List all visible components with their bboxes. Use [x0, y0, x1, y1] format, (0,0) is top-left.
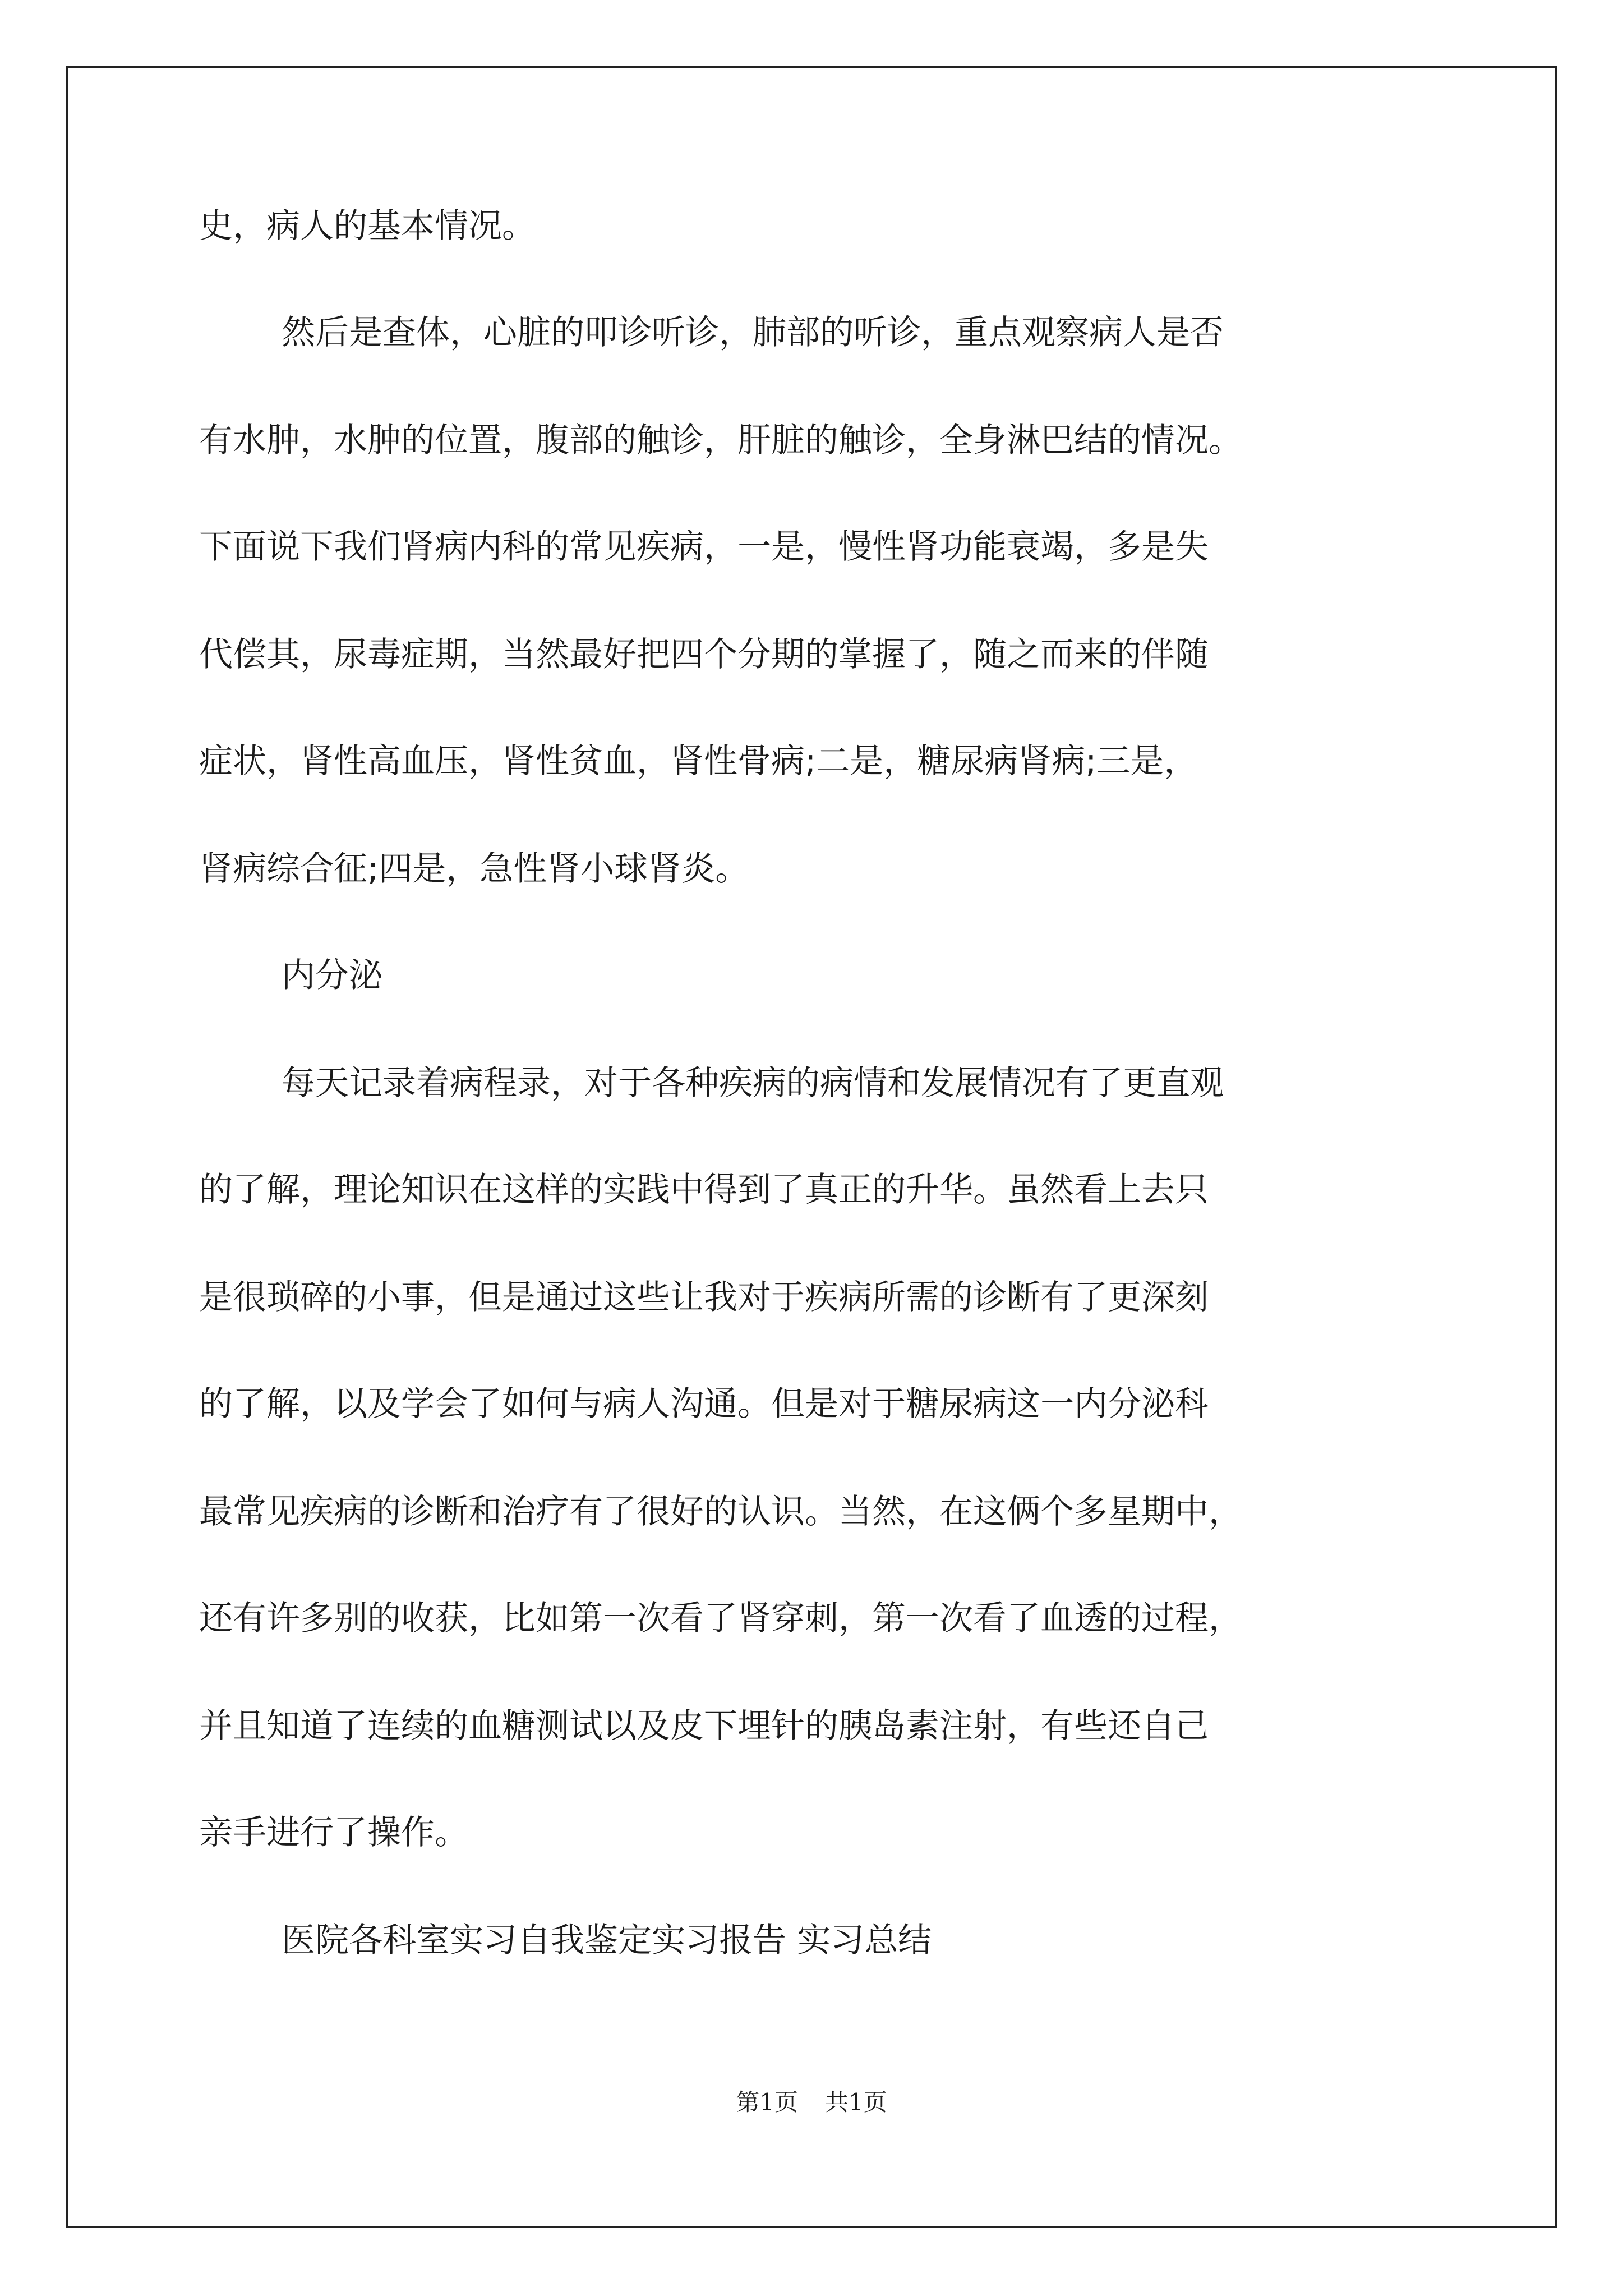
text-line-6: 症状，肾性高血压，肾性贫血，肾性骨病;二是，糖尿病肾病;三是，: [199, 742, 1198, 781]
text-line-1: 史，病人的基本情况。: [199, 206, 536, 246]
page-number-total: 共1页: [825, 2088, 887, 2116]
section-heading: 内分泌: [282, 956, 382, 995]
text-line-17: 医院各科室实习自我鉴定实习报告 实习总结: [282, 1921, 932, 1960]
text-line-14: 还有许多别的收获，比如第一次看了肾穿刺，第一次看了血透的过程，: [199, 1599, 1242, 1638]
text-line-5: 代偿其，尿毒症期，当然最好把四个分期的掌握了，随之而来的伴随: [199, 635, 1209, 674]
text-line-4: 下面说下我们肾病内科的常见疾病，一是，慢性肾功能衰竭，多是失: [199, 527, 1209, 567]
page-number-current: 第1页: [736, 2088, 798, 2116]
page-border: [66, 66, 1557, 2228]
text-line-12: 的了解，以及学会了如何与病人沟通。但是对于糖尿病这一内分泌科: [199, 1384, 1209, 1424]
text-line-10: 的了解，理论知识在这样的实践中得到了真正的升华。虽然看上去只: [199, 1170, 1209, 1209]
text-line-16: 亲手进行了操作。: [199, 1813, 468, 1852]
text-line-2: 然后是查体，心脏的叩诊听诊，肺部的听诊，重点观察病人是否: [282, 313, 1224, 352]
page-footer: [0, 2086, 1623, 2119]
text-line-9: 每天记录着病程录，对于各种疾病的病情和发展情况有了更直观: [282, 1064, 1224, 1103]
text-line-3: 有水肿，水肿的位置，腹部的触诊，肝脏的触诊，全身淋巴结的情况。: [199, 421, 1242, 460]
text-line-13: 最常见疾病的诊断和治疗有了很好的认识。当然，在这俩个多星期中，: [199, 1492, 1242, 1531]
text-line-11: 是很琐碎的小事，但是通过这些让我对于疾病所需的诊断有了更深刻: [199, 1278, 1209, 1317]
text-line-7: 肾病综合征;四是，急性肾小球肾炎。: [199, 849, 749, 889]
text-line-15: 并且知道了连续的血糖测试以及皮下埋针的胰岛素注射，有些还自己: [199, 1706, 1209, 1746]
